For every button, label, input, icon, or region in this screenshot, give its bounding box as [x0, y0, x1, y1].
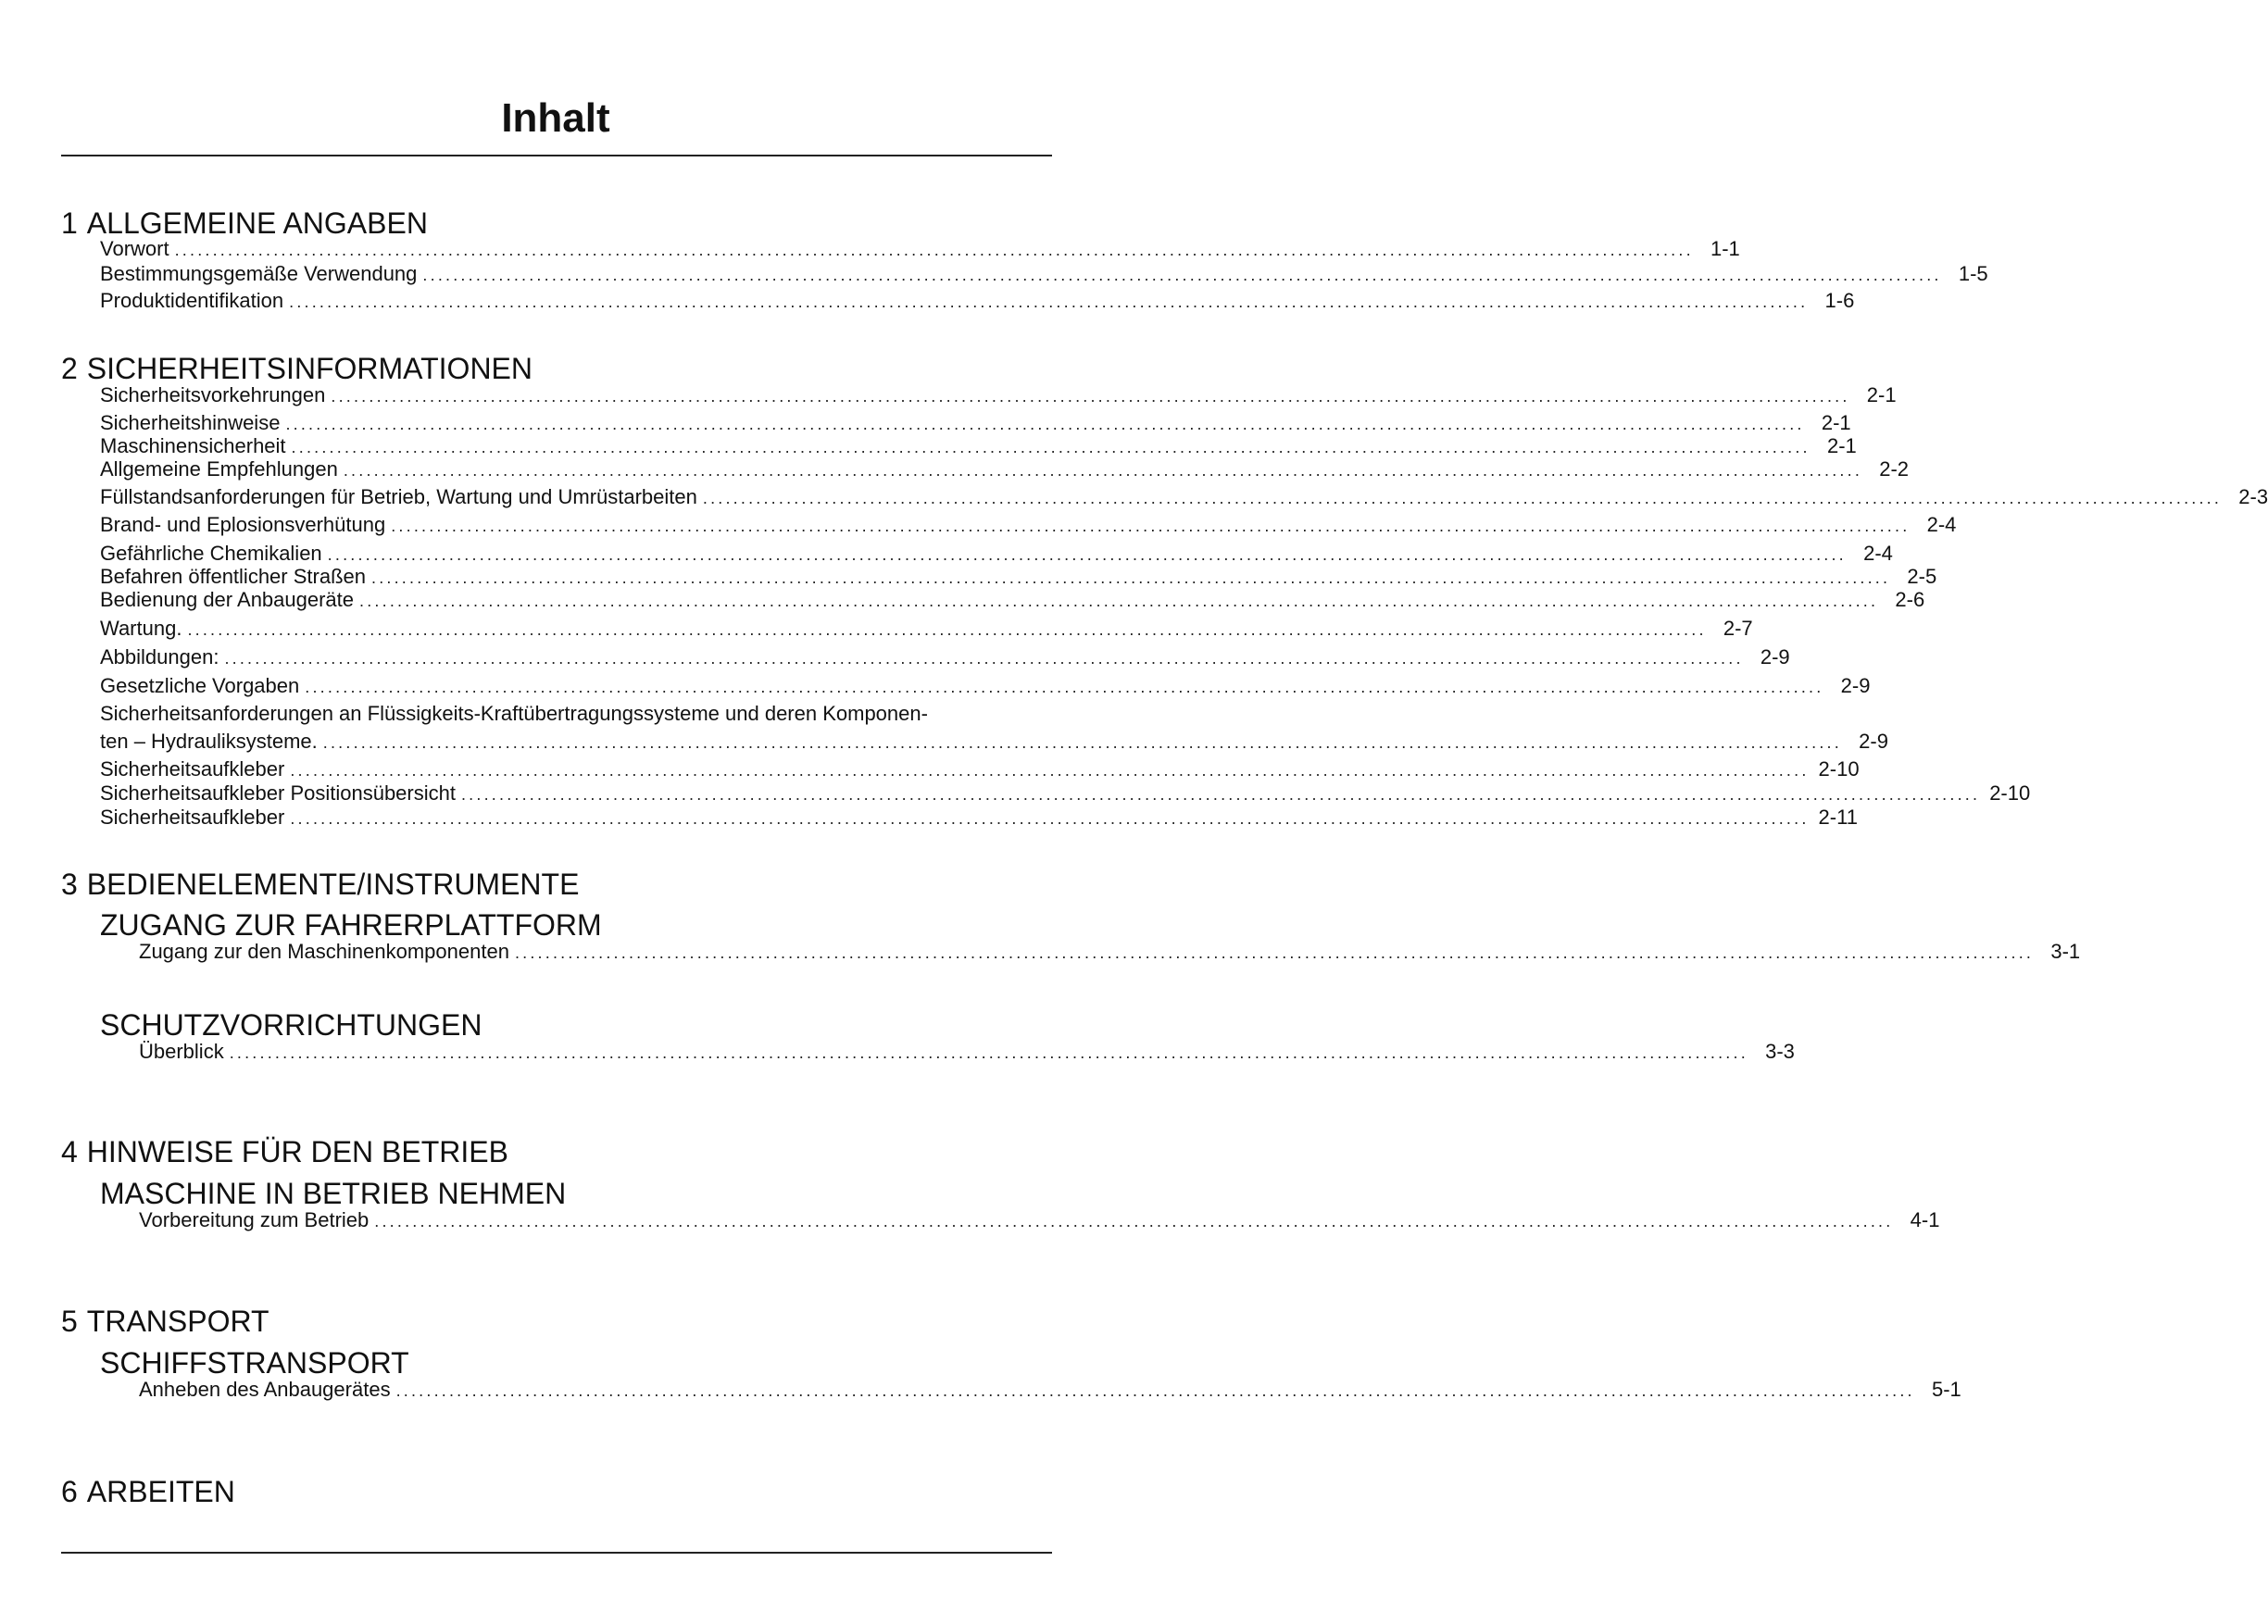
leader-dots: ........................................................................................................................................................................................................ [187, 620, 1707, 639]
section-heading-3[interactable] [61, 867, 579, 902]
section-number: 4 [61, 1135, 78, 1168]
toc-entry[interactable] [100, 411, 1851, 436]
toc-entry-label: Anheben des Anbaugerätes [139, 1378, 391, 1401]
leader-dots: ........................................................................................................................................................................................................ [702, 489, 2223, 507]
toc-entry-page: 2-10 [1818, 757, 1860, 781]
toc-entry-page: 2-3 [2238, 485, 2268, 508]
toc-entry[interactable] [100, 565, 1937, 590]
toc-entry[interactable] [100, 434, 1857, 459]
toc-entry[interactable] [100, 457, 1910, 482]
toc-entry[interactable] [100, 383, 1897, 408]
toc-entry-page: 2-7 [1723, 617, 1753, 640]
toc-entry-label-line1[interactable]: Sicherheitsanforderungen an Flüssigkeits-Kraftübertragungssysteme und deren Komponen- [100, 702, 928, 725]
toc-entry[interactable] [139, 1208, 1940, 1233]
toc-entry-page: 2-1 [1866, 383, 1897, 406]
toc-entry-label: Sicherheitsvorkehrungen [100, 383, 326, 406]
toc-entry[interactable] [100, 485, 2268, 510]
leader-dots: ........................................................................................................................................................................................................ [229, 1043, 1748, 1062]
toc-entry-page: 1-5 [1958, 262, 1988, 285]
leader-dots: ........................................................................................................................................................................................................ [290, 809, 1810, 828]
toc-entry[interactable] [100, 730, 1888, 755]
section-number: 6 [61, 1475, 78, 1508]
toc-entry[interactable] [100, 781, 2031, 806]
section-title: BEDIENELEMENTE/INSTRUMENTE [86, 868, 580, 901]
toc-entry[interactable] [100, 674, 1871, 699]
section-number: 2 [61, 352, 78, 385]
toc-entry-label: Zugang zur den Maschinenkomponenten [139, 940, 509, 963]
toc-entry-label: Sicherheitshinweise [100, 411, 281, 434]
leader-dots: ........................................................................................................................................................................................................ [359, 592, 1879, 610]
toc-entry-page: 2-10 [1989, 781, 2031, 805]
toc-entry[interactable] [100, 757, 1860, 782]
toc-entry-page: 2-2 [1879, 457, 1910, 481]
toc-entry-page: 2-11 [1818, 806, 1858, 829]
toc-entry[interactable] [100, 237, 1740, 262]
leader-dots: ........................................................................................................................................................................................................ [289, 293, 1809, 311]
toc-entry-page: 2-5 [1907, 565, 1937, 588]
toc-entry-label: Sicherheitsaufkleber [100, 806, 285, 829]
toc-entry[interactable] [100, 588, 1925, 613]
section-title: HINWEISE FÜR DEN BETRIEB [86, 1135, 508, 1168]
toc-entry[interactable] [100, 806, 1858, 831]
toc-entry-page: 4-1 [1910, 1208, 1940, 1231]
subsection-heading[interactable]: SCHUTZVORRICHTUNGEN [100, 1008, 482, 1042]
toc-entry-page: 1-1 [1710, 237, 1740, 260]
toc-entry-page: 2-1 [1821, 411, 1851, 434]
toc-entry[interactable] [100, 617, 1753, 642]
toc-entry-label: Allgemeine Empfehlungen [100, 457, 338, 481]
toc-entry-page: 2-6 [1895, 588, 1925, 611]
toc-entry-label: Vorwort [100, 237, 169, 260]
toc-entry-label: Gefährliche Chemikalien [100, 542, 322, 565]
toc-entry[interactable] [100, 645, 1790, 670]
leader-dots: ........................................................................................................................................................................................................ [305, 678, 1824, 696]
leader-dots: ........................................................................................................................................................................................................ [327, 545, 1847, 564]
toc-entry-page: 2-1 [1826, 434, 1857, 457]
toc-entry-label: Bestimmungsgemäße Verwendung [100, 262, 418, 285]
page-title: Inhalt [501, 95, 610, 141]
toc-entry-label: Wartung. [100, 617, 182, 640]
toc-entry[interactable] [139, 1040, 1795, 1065]
toc-entry-page: 3-1 [2050, 940, 2081, 963]
toc-entry-page: 1-6 [1824, 289, 1855, 312]
toc-entry-label: Überblick [139, 1040, 224, 1063]
leader-dots: ........................................................................................................................................................................................................ [322, 733, 1842, 752]
section-title: SICHERHEITSINFORMATIONEN [86, 352, 533, 385]
leader-dots: ........................................................................................................................................................................................................ [395, 1381, 1915, 1400]
leader-dots: ........................................................................................................................................................................................................ [285, 415, 1805, 433]
toc-entry-label: Maschinensicherheit [100, 434, 286, 457]
toc-entry-page: 2-4 [1863, 542, 1893, 565]
subsection-heading[interactable]: MASCHINE IN BETRIEB NEHMEN [100, 1177, 567, 1210]
toc-entry[interactable] [139, 1378, 1961, 1403]
leader-dots: ........................................................................................................................................................................................................ [290, 761, 1810, 780]
toc-entry-label: Abbildungen: [100, 645, 219, 668]
toc-entry-label: Füllstandsanforderungen für Betrieb, Wartung und Umrüstarbeiten [100, 485, 697, 508]
toc-entry-page: 3-3 [1765, 1040, 1795, 1063]
leader-dots: ........................................................................................................................................................................................................ [174, 241, 1694, 259]
toc-entry[interactable] [100, 542, 1893, 567]
section-heading-1[interactable] [61, 206, 428, 241]
toc-entry-label: Befahren öffentlicher Straßen [100, 565, 366, 588]
bottom-divider [61, 1552, 1052, 1554]
toc-entry[interactable] [100, 262, 1988, 287]
toc-entry-page: 5-1 [1931, 1378, 1961, 1401]
leader-dots: ........................................................................................................................................................................................................ [514, 943, 2035, 962]
leader-dots: ........................................................................................................................................................................................................ [460, 785, 1981, 804]
toc-entry-label: Vorbereitung zum Betrieb [139, 1208, 370, 1231]
toc-entry-label: Sicherheitsaufkleber [100, 757, 285, 781]
toc-entry-label: Bedienung der Anbaugeräte [100, 588, 355, 611]
toc-entry-page: 2-4 [1926, 513, 1957, 536]
top-divider [61, 155, 1052, 156]
toc-entry[interactable] [100, 289, 1855, 314]
toc-entry-page: 2-9 [1840, 674, 1871, 697]
toc-entry-label: Produktidentifikation [100, 289, 284, 312]
leader-dots: ........................................................................................................................................................................................................ [331, 387, 1850, 406]
leader-dots: ........................................................................................................................................................................................................ [224, 649, 1744, 668]
section-heading-4[interactable] [61, 1134, 508, 1169]
leader-dots: ........................................................................................................................................................................................................ [422, 266, 1942, 284]
section-heading-6[interactable] [61, 1474, 235, 1509]
section-heading-5[interactable] [61, 1304, 269, 1339]
leader-dots: ........................................................................................................................................................................................................ [374, 1212, 1894, 1230]
subsection-heading[interactable]: SCHIFFSTRANSPORT [100, 1346, 409, 1380]
toc-entry-label: Gesetzliche Vorgaben [100, 674, 300, 697]
section-number: 3 [61, 868, 78, 901]
toc-entry[interactable] [139, 940, 2081, 965]
toc-entry-label: ten – Hydrauliksysteme. [100, 730, 318, 753]
section-number: 5 [61, 1305, 78, 1338]
toc-entry-label: Brand- und Eplosionsverhütung [100, 513, 386, 536]
toc-entry[interactable] [100, 513, 1957, 538]
section-title: ALLGEMEINE ANGABEN [86, 206, 428, 240]
section-heading-2[interactable] [61, 351, 533, 386]
toc-entry-page: 2-9 [1760, 645, 1790, 668]
section-title: ARBEITEN [86, 1475, 235, 1508]
leader-dots: ........................................................................................................................................................................................................ [291, 438, 1811, 456]
subsection-heading[interactable]: ZUGANG ZUR FAHRERPLATTFORM [100, 908, 602, 942]
leader-dots: ........................................................................................................................................................................................................ [391, 517, 1911, 535]
toc-entry-page: 2-9 [1859, 730, 1888, 753]
toc-entry-label: Sicherheitsaufkleber Positionsübersicht [100, 781, 456, 805]
section-title: TRANSPORT [86, 1305, 269, 1338]
leader-dots: ........................................................................................................................................................................................................ [343, 461, 1863, 480]
section-number: 1 [61, 206, 78, 240]
leader-dots: ........................................................................................................................................................................................................ [371, 568, 1891, 587]
